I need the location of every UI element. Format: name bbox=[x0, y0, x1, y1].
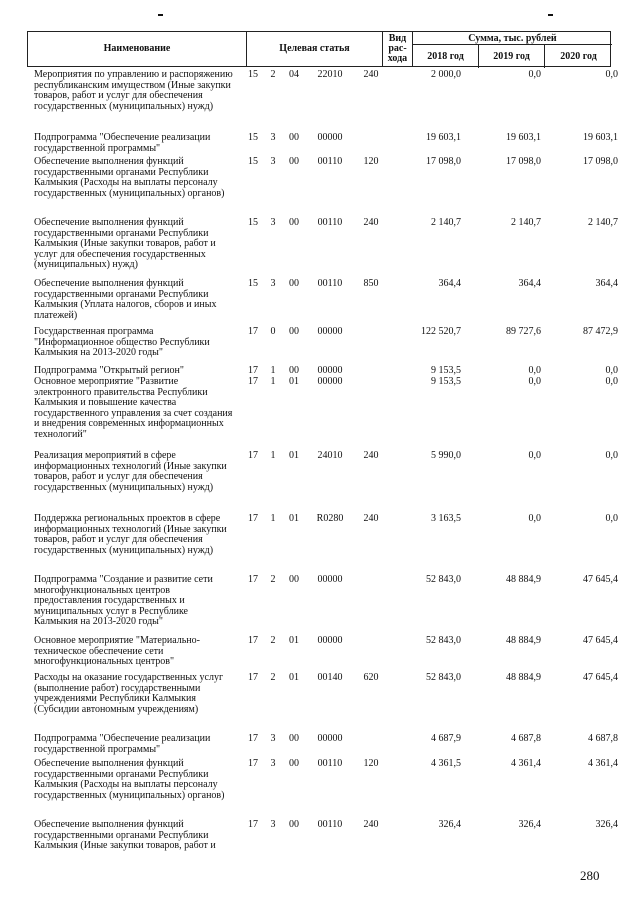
row-2019: 4 361,4 bbox=[511, 758, 541, 769]
row-2020: 0,0 bbox=[605, 376, 618, 387]
row-name: Государственная программа "Информационное общество Республики Калмыкия на 2013-2020 годы" bbox=[34, 326, 210, 359]
row-name: Основное мероприятие "Материально-техническое обеспечение сети многофункциональных центров" bbox=[34, 635, 200, 668]
row-2020: 0,0 bbox=[605, 450, 618, 461]
row-code-1: 17 bbox=[248, 376, 258, 387]
header-sum: Сумма, тыс. рублей bbox=[413, 32, 612, 45]
row-code-1: 17 bbox=[248, 672, 258, 683]
row-code-3: 00 bbox=[289, 365, 299, 376]
row-vid: 120 bbox=[363, 758, 379, 769]
top-mark-right bbox=[548, 14, 553, 16]
row-2019: 0,0 bbox=[528, 69, 541, 80]
row-code-4: 00110 bbox=[317, 217, 343, 228]
row-code-3: 00 bbox=[289, 156, 299, 167]
row-2020: 17 098,0 bbox=[583, 156, 618, 167]
row-code-4: 00000 bbox=[317, 376, 343, 387]
row-code-1: 17 bbox=[248, 574, 258, 585]
row-vid: 850 bbox=[363, 278, 379, 289]
row-2018: 4 687,9 bbox=[431, 733, 461, 744]
row-code-2: 3 bbox=[270, 758, 276, 769]
row-code-1: 15 bbox=[248, 69, 258, 80]
row-code-1: 17 bbox=[248, 365, 258, 376]
row-code-1: 15 bbox=[248, 156, 258, 167]
row-2019: 4 687,8 bbox=[511, 733, 541, 744]
row-code-4: 00000 bbox=[317, 326, 343, 337]
row-code-2: 2 bbox=[270, 635, 276, 646]
row-code-2: 1 bbox=[270, 513, 276, 524]
row-vid: 240 bbox=[363, 513, 379, 524]
row-code-2: 1 bbox=[270, 376, 276, 387]
row-code-3: 00 bbox=[289, 132, 299, 143]
row-vid: 120 bbox=[363, 156, 379, 167]
row-2020: 87 472,9 bbox=[583, 326, 618, 337]
row-2019: 17 098,0 bbox=[506, 156, 541, 167]
row-2020: 364,4 bbox=[595, 278, 618, 289]
row-name: Обеспечение выполнения функций государственными органами Республики Калмыкия (Иные закупки товаров, работ и услуг для обеспечения государственных (муниципальных) нужд) bbox=[34, 217, 216, 271]
row-2020: 0,0 bbox=[605, 513, 618, 524]
row-2018: 52 843,0 bbox=[426, 635, 461, 646]
row-code-4: 00110 bbox=[317, 156, 343, 167]
row-code-4: 24010 bbox=[317, 450, 343, 461]
row-code-2: 0 bbox=[270, 326, 276, 337]
row-code-4: 22010 bbox=[317, 69, 343, 80]
row-code-2: 2 bbox=[270, 69, 276, 80]
row-2020: 4 687,8 bbox=[588, 733, 618, 744]
row-code-4: 00000 bbox=[317, 635, 343, 646]
row-2018: 3 163,5 bbox=[431, 513, 461, 524]
row-name: Подпрограмма "Создание и развитие сети многофункциональных центров предоставления государственных и муниципальных услуг в Республике Калмыкия на 2013-2020 годы" bbox=[34, 574, 213, 628]
row-code-1: 17 bbox=[248, 326, 258, 337]
row-vid: 240 bbox=[363, 217, 379, 228]
row-name: Обеспечение выполнения функций государственными органами Республики Калмыкия (Расходы на выплаты персоналу государственных (муниципальных) органов) bbox=[34, 758, 225, 801]
row-code-4: 00000 bbox=[317, 132, 343, 143]
header-year-2019: 2019 год bbox=[479, 44, 545, 68]
row-2020: 2 140,7 bbox=[588, 217, 618, 228]
row-2020: 4 361,4 bbox=[588, 758, 618, 769]
row-code-3: 00 bbox=[289, 326, 299, 337]
row-code-2: 3 bbox=[270, 132, 276, 143]
row-2020: 326,4 bbox=[595, 819, 618, 830]
row-code-2: 1 bbox=[270, 450, 276, 461]
row-2019: 0,0 bbox=[528, 365, 541, 376]
table-header bbox=[27, 31, 611, 67]
row-2018: 2 000,0 bbox=[431, 69, 461, 80]
header-vid: Вид рас-хода bbox=[383, 32, 413, 66]
row-code-1: 17 bbox=[248, 513, 258, 524]
row-code-4: 00140 bbox=[317, 672, 343, 683]
row-code-4: R0280 bbox=[316, 513, 344, 524]
row-vid: 620 bbox=[363, 672, 379, 683]
row-2018: 5 990,0 bbox=[431, 450, 461, 461]
row-2019: 2 140,7 bbox=[511, 217, 541, 228]
row-2020: 0,0 bbox=[605, 69, 618, 80]
row-name: Основное мероприятие "Развитие электронного правительства Республики Калмыкия и повышение качества государственного управления за счет создания и внедрения современных информационных технологий" bbox=[34, 376, 233, 440]
row-code-4: 00110 bbox=[317, 278, 343, 289]
row-2018: 364,4 bbox=[438, 278, 461, 289]
row-2019: 0,0 bbox=[528, 513, 541, 524]
row-code-3: 01 bbox=[289, 672, 299, 683]
row-name: Подпрограмма "Открытый регион" bbox=[34, 365, 184, 376]
row-code-1: 17 bbox=[248, 733, 258, 744]
row-code-2: 3 bbox=[270, 156, 276, 167]
row-code-4: 00110 bbox=[317, 819, 343, 830]
row-2018: 52 843,0 bbox=[426, 672, 461, 683]
row-name: Расходы на оказание государственных услуг (выполнение работ) государственными учреждениями Республики Калмыкия (Субсидии автономным учреждениям) bbox=[34, 672, 224, 715]
row-code-3: 01 bbox=[289, 450, 299, 461]
row-code-1: 17 bbox=[248, 450, 258, 461]
row-code-3: 00 bbox=[289, 574, 299, 585]
row-code-1: 17 bbox=[248, 758, 258, 769]
header-name: Наименование bbox=[28, 32, 247, 66]
row-2018: 122 520,7 bbox=[421, 326, 461, 337]
row-2018: 2 140,7 bbox=[431, 217, 461, 228]
row-2018: 9 153,5 bbox=[431, 376, 461, 387]
header-year-2020: 2020 год bbox=[560, 50, 597, 62]
row-code-3: 00 bbox=[289, 278, 299, 289]
row-name: Подпрограмма "Обеспечение реализации государственной программы" bbox=[34, 132, 211, 154]
row-code-3: 01 bbox=[289, 376, 299, 387]
row-2020: 47 645,4 bbox=[583, 635, 618, 646]
row-code-3: 00 bbox=[289, 733, 299, 744]
row-code-2: 1 bbox=[270, 365, 276, 376]
row-2020: 19 603,1 bbox=[583, 132, 618, 143]
row-2019: 0,0 bbox=[528, 376, 541, 387]
row-2018: 52 843,0 bbox=[426, 574, 461, 585]
row-code-2: 3 bbox=[270, 217, 276, 228]
row-code-4: 00110 bbox=[317, 758, 343, 769]
row-code-2: 3 bbox=[270, 819, 276, 830]
header-year-2018: 2018 год bbox=[413, 44, 479, 68]
row-code-1: 17 bbox=[248, 635, 258, 646]
row-2020: 0,0 bbox=[605, 365, 618, 376]
row-code-3: 00 bbox=[289, 217, 299, 228]
row-2019: 364,4 bbox=[518, 278, 541, 289]
row-2019: 48 884,9 bbox=[506, 672, 541, 683]
row-code-2: 2 bbox=[270, 574, 276, 585]
row-2018: 4 361,5 bbox=[431, 758, 461, 769]
header-target: Целевая статья bbox=[247, 32, 383, 66]
row-code-1: 17 bbox=[248, 819, 258, 830]
row-code-3: 00 bbox=[289, 819, 299, 830]
row-code-2: 3 bbox=[270, 733, 276, 744]
row-code-1: 15 bbox=[248, 132, 258, 143]
row-2019: 326,4 bbox=[518, 819, 541, 830]
page-number: 280 bbox=[580, 868, 600, 883]
row-code-4: 00000 bbox=[317, 574, 343, 585]
row-name: Мероприятия по управлению и распоряжению республиканским имуществом (Иные закупки товаров, работ и услуг для обеспечения государственных (муниципальных) нужд) bbox=[34, 69, 233, 112]
row-2019: 0,0 bbox=[528, 450, 541, 461]
row-code-2: 3 bbox=[270, 278, 276, 289]
row-2019: 19 603,1 bbox=[506, 132, 541, 143]
row-2018: 17 098,0 bbox=[426, 156, 461, 167]
row-2019: 48 884,9 bbox=[506, 635, 541, 646]
row-code-3: 01 bbox=[289, 635, 299, 646]
row-2018: 326,4 bbox=[438, 819, 461, 830]
row-vid: 240 bbox=[363, 450, 379, 461]
row-code-2: 2 bbox=[270, 672, 276, 683]
row-name: Обеспечение выполнения функций государственными органами Республики Калмыкия (Расходы на выплаты персоналу государственных (муниципальных) органов) bbox=[34, 156, 225, 199]
row-name: Подпрограмма "Обеспечение реализации государственной программы" bbox=[34, 733, 211, 755]
row-code-3: 04 bbox=[289, 69, 299, 80]
row-2020: 47 645,4 bbox=[583, 574, 618, 585]
row-name: Обеспечение выполнения функций государственными органами Республики Калмыкия (Иные закупки товаров, работ и bbox=[34, 819, 216, 852]
row-2018: 9 153,5 bbox=[431, 365, 461, 376]
row-code-1: 15 bbox=[248, 278, 258, 289]
row-code-3: 00 bbox=[289, 758, 299, 769]
row-code-4: 00000 bbox=[317, 733, 343, 744]
top-mark-left bbox=[158, 14, 163, 16]
row-2019: 48 884,9 bbox=[506, 574, 541, 585]
row-vid: 240 bbox=[363, 819, 379, 830]
row-name: Поддержка региональных проектов в сфере информационных технологий (Иные закупки товаров, работ и услуг для обеспечения государственных (муниципальных) нужд) bbox=[34, 513, 227, 556]
row-code-3: 01 bbox=[289, 513, 299, 524]
row-name: Реализация мероприятий в сфере информационных технологий (Иные закупки товаров, работ и услуг для обеспечения государственных (муниципальных) нужд) bbox=[34, 450, 227, 493]
row-vid: 240 bbox=[363, 69, 379, 80]
row-name: Обеспечение выполнения функций государственными органами Республики Калмыкия (Уплата налогов, сборов и иных платежей) bbox=[34, 278, 217, 321]
row-2018: 19 603,1 bbox=[426, 132, 461, 143]
row-code-4: 00000 bbox=[317, 365, 343, 376]
row-code-1: 15 bbox=[248, 217, 258, 228]
row-2019: 89 727,6 bbox=[506, 326, 541, 337]
row-2020: 47 645,4 bbox=[583, 672, 618, 683]
